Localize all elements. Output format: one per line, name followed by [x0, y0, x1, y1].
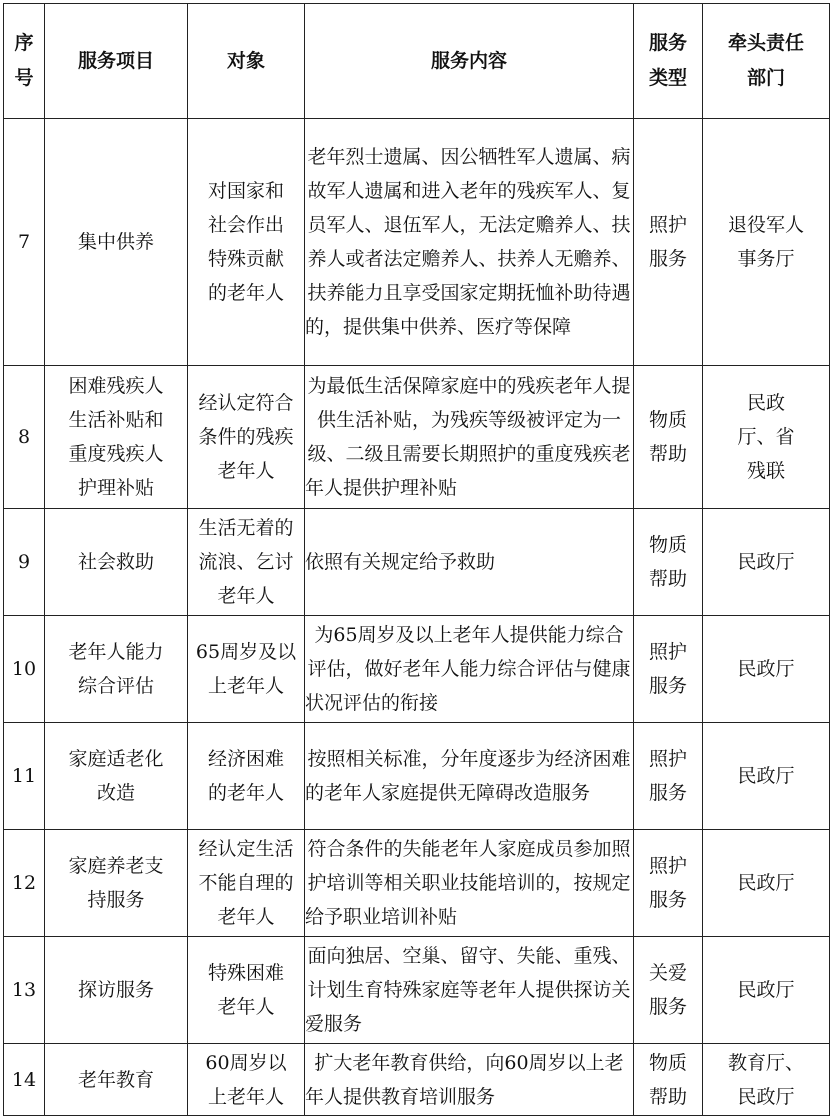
table-row	[4, 119, 830, 366]
row-dept: 民政厅	[703, 723, 830, 830]
header-target: 对象	[188, 4, 305, 119]
row-item: 社会救助	[45, 509, 188, 616]
row-no: 13	[4, 937, 45, 1044]
row-target: 60周岁以上老年人	[188, 1044, 305, 1116]
row-dept: 教育厅、民政厅	[703, 1044, 830, 1116]
row-content: 面向独居、空巢、留守、失能、重残、计划生育特殊家庭等老年人提供探访关爱服务	[305, 937, 634, 1044]
row-type: 物质帮助	[634, 1044, 703, 1116]
row-item: 老年教育	[45, 1044, 188, 1116]
row-no: 9	[4, 509, 45, 616]
row-target: 经认定符合条件的残疾老年人	[188, 366, 305, 509]
row-type: 照护服务	[634, 830, 703, 937]
table-row	[4, 937, 830, 1044]
row-content: 依照有关规定给予救助	[305, 509, 634, 616]
row-content: 按照相关标准，分年度逐步为经济困难的老年人家庭提供无障碍改造服务	[305, 723, 634, 830]
header-content: 服务内容	[305, 4, 634, 119]
header-row	[4, 4, 830, 119]
row-no: 11	[4, 723, 45, 830]
row-dept: 民政厅	[703, 616, 830, 723]
row-type: 照护服务	[634, 119, 703, 366]
row-type: 照护服务	[634, 616, 703, 723]
row-target: 经济困难的老年人	[188, 723, 305, 830]
row-no: 7	[4, 119, 45, 366]
header-no: 序号	[4, 4, 45, 119]
row-item: 家庭养老支持服务	[45, 830, 188, 937]
row-dept: 民政厅	[703, 937, 830, 1044]
row-dept: 民政厅	[703, 830, 830, 937]
table-row	[4, 366, 830, 509]
row-item: 家庭适老化改造	[45, 723, 188, 830]
header-type: 服务类型	[634, 4, 703, 119]
row-content: 扩大老年教育供给，向60周岁以上老年人提供教育培训服务	[305, 1044, 634, 1116]
row-target: 经认定生活不能自理的老年人	[188, 830, 305, 937]
row-dept: 民政厅	[703, 509, 830, 616]
row-item: 困难残疾人生活补贴和重度残疾人护理补贴	[45, 366, 188, 509]
table-row	[4, 1044, 830, 1116]
row-no: 8	[4, 366, 45, 509]
row-dept: 退役军人事务厅	[703, 119, 830, 366]
table-row	[4, 830, 830, 937]
row-content: 老年烈士遗属、因公牺牲军人遗属、病故军人遗属和进入老年的残疾军人、复员军人、退伍军人，无法定赡养人、扶养人或者法定赡养人、扶养人无赡养、扶养能力且享受国家定期抚恤补助待遇的，提供集中供养、医疗等保障	[305, 119, 634, 366]
header-dept: 牵头责任部门	[703, 4, 830, 119]
row-no: 14	[4, 1044, 45, 1116]
row-no: 12	[4, 830, 45, 937]
row-target: 对国家和社会作出特殊贡献的老年人	[188, 119, 305, 366]
row-dept: 民政厅、省残联	[703, 366, 830, 509]
row-type: 物质帮助	[634, 509, 703, 616]
row-content: 为65周岁及以上老年人提供能力综合评估，做好老年人能力综合评估与健康状况评估的衔接	[305, 616, 634, 723]
elderly-services-table	[3, 3, 830, 1116]
row-item: 集中供养	[45, 119, 188, 366]
row-item: 探访服务	[45, 937, 188, 1044]
table-row	[4, 509, 830, 616]
row-content: 为最低生活保障家庭中的残疾老年人提供生活补贴，为残疾等级被评定为一级、二级且需要长期照护的重度残疾老年人提供护理补贴	[305, 366, 634, 509]
row-target: 生活无着的流浪、乞讨老年人	[188, 509, 305, 616]
table-row	[4, 616, 830, 723]
table-row	[4, 723, 830, 830]
row-type: 照护服务	[634, 723, 703, 830]
row-item: 老年人能力综合评估	[45, 616, 188, 723]
row-content: 符合条件的失能老年人家庭成员参加照护培训等相关职业技能培训的，按规定给予职业培训补贴	[305, 830, 634, 937]
row-type: 物质帮助	[634, 366, 703, 509]
header-item: 服务项目	[45, 4, 188, 119]
row-no: 10	[4, 616, 45, 723]
row-target: 特殊困难老年人	[188, 937, 305, 1044]
row-type: 关爱服务	[634, 937, 703, 1044]
row-target: 65周岁及以上老年人	[188, 616, 305, 723]
